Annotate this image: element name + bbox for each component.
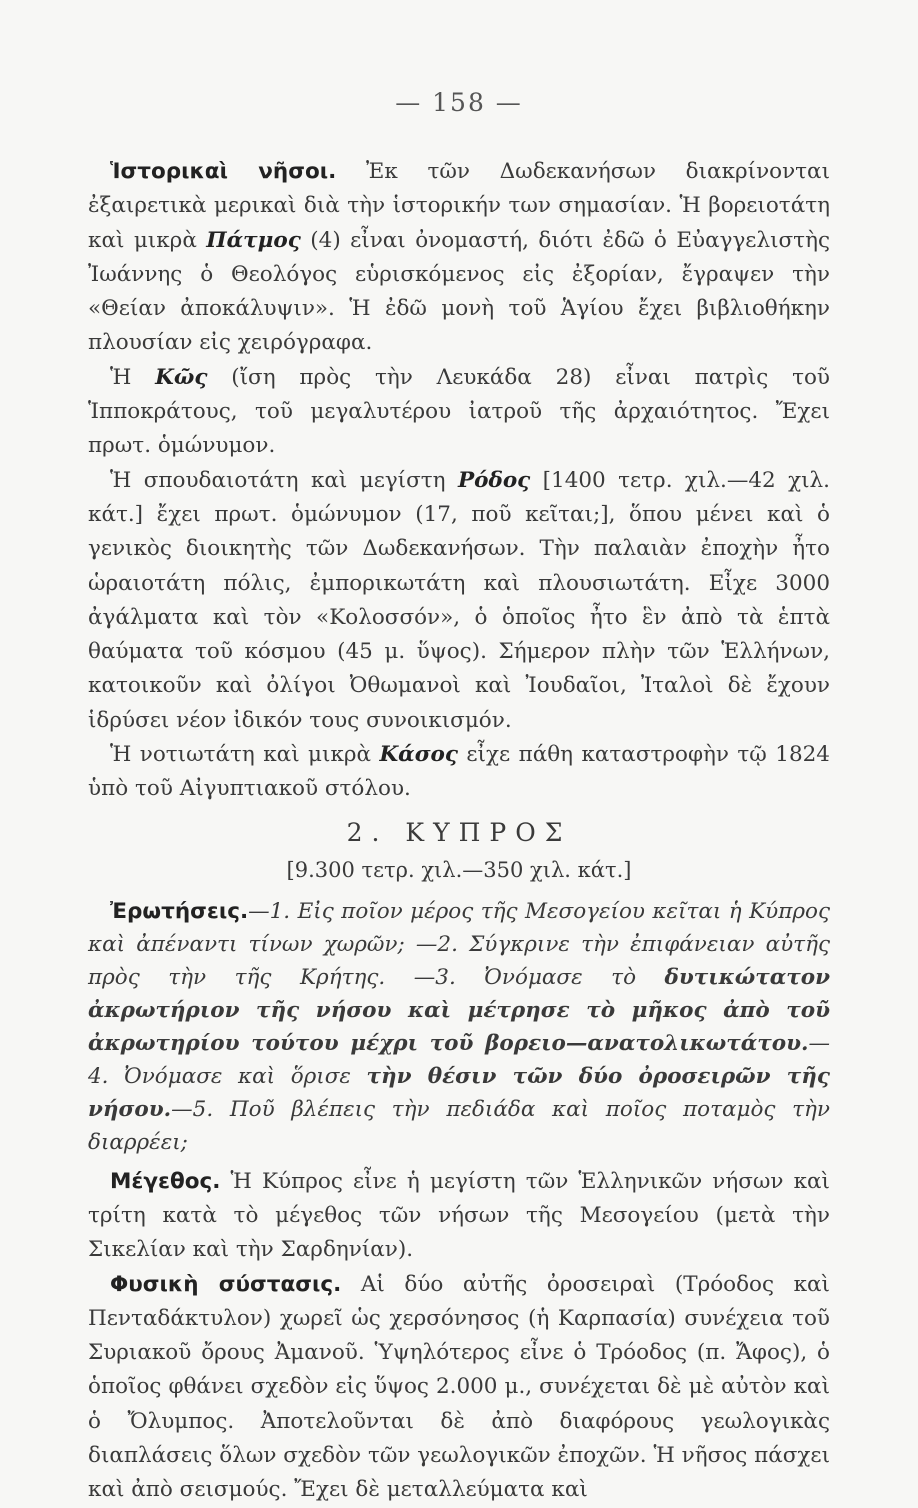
- questions-block: [88, 895, 830, 1159]
- question-3a: —3. Ὀνόμασε τὸ: [413, 964, 665, 990]
- historic-text-1: Ἐκ τῶν Δωδεκανήσων διακρίνονται ἐξαιρετικὰ μερικαὶ διὰ τὴν ἱστορικήν των σημασίαν. Ἡ βορειοτάτη καὶ μικρὰ: [88, 159, 831, 253]
- question-2: —2. Σύγκρινε τὴν ἐπιφάνειαν αὐτῆς πρὸς τὴν τῆς Κρήτης.: [88, 931, 830, 990]
- size-text: Ἡ Κύπρος εἶνε ἡ μεγίστη τῶν Ἑλληνικῶν νήσων καὶ τρίτη κατὰ τὸ μέγεθος τῶν νήσων τῆς Μεσογείου (μετὰ τὴν Σικελίαν καὶ τὴν Σαρδηνίαν).: [88, 1168, 830, 1263]
- page-number: — 158 —: [395, 88, 523, 117]
- rhodes-paragraph: [88, 464, 830, 738]
- question-3b: δυτικώτατον ἀκρωτήριον τῆς νήσου καὶ μέτρησε τὸ μῆκος ἀπὸ τοῦ ἀκρωτηρίου τούτου μέχρι τοῦ βορειο—ανατολικωτάτου.: [88, 964, 830, 1056]
- physical-paragraph: [88, 1268, 830, 1508]
- patmos-name: Πάτμος: [206, 227, 301, 253]
- kos-paragraph: [88, 361, 830, 464]
- historic-islands-heading: Ἱστορικαὶ νῆσοι.: [110, 159, 337, 184]
- rhodes-text-2: [1400 τετρ. χιλ.—42 χιλ. κάτ.] ἔχει πρωτ. ὁμώνυμον (17, ποῦ κεῖται;], ὅπου μένει καὶ ὁ γενικὸς διοικητὴς τῶν Δωδεκανήσων. Τὴν παλαιὰν ἐποχὴν ἦτο ὡραιοτάτη πόλις, ἐμπορικωτάτη καὶ πλουσιωτάτη. Εἶχε 3000 ἀγάλματα καὶ τὸν «Κολοσσόν», ὁ ὁποῖος ἦτο ἓν ἀπὸ τὰ ἑπτὰ θαύματα τοῦ κόσμου (45 μ. ὕψος). Σήμερον πλὴν τῶν Ἑλλήνων, κατοικοῦν καὶ ὀλίγοι Ὀθωμανοὶ καὶ Ἰουδαῖοι, Ἰταλοὶ δὲ ἔχουν ἱδρύσει νέον ἰδικόν τους συνοικισμόν.: [88, 467, 830, 733]
- kos-text-2: (ἴση πρὸς τὴν Λευκάδα 28) εἶναι πατρὶς τοῦ Ἱπποκράτους, τοῦ μεγαλυτέρου ἰατροῦ τῆς ἀρχαιότητος. Ἔχει πρωτ. ὁμώνυμον.: [88, 364, 830, 459]
- size-heading: Μέγεθος.: [110, 1168, 221, 1194]
- historic-islands-paragraph: [88, 155, 830, 361]
- historic-text-2: (4) εἶναι ὀνομαστή, διότι ἐδῶ ὁ Εὐαγγελιστὴς Ἰωάννης ὁ Θεολόγος εὑρισκόμενος εἰς ἐξορίαν, ἔγραψεν τὴν «Θείαν ἀποκάλυψιν». Ἡ ἐδῶ μονὴ τοῦ Ἁγίου ἔχει βιβλιοθήκην πλουσίαν εἰς χειρόγραφα.: [88, 227, 830, 356]
- kasos-paragraph: [88, 738, 830, 807]
- question-4a: —4. Ὀνόμασε καὶ ὅρισε: [88, 1030, 830, 1089]
- rhodes-text-1: Ἡ σπουδαιοτάτη καὶ μεγίστη: [110, 467, 458, 493]
- rhodes-name: Ρόδος: [457, 467, 531, 493]
- question-1: —1. Εἰς ποῖον μέρος τῆς Μεσογείου κεῖται ἡ Κύπρος καὶ ἀπέναντι τίνων χωρῶν;: [88, 898, 830, 957]
- section-title: 2. ΚΥΠΡΟΣ: [346, 817, 572, 847]
- kos-text-1: Ἡ: [110, 364, 156, 390]
- question-4b: τὴν θέσιν τῶν δύο ὀροσειρῶν τῆς νήσου.: [88, 1063, 830, 1122]
- kasos-name: Κάσος: [379, 742, 458, 768]
- section-meta: [9.300 τετρ. χιλ.—350 χιλ. κάτ.]: [286, 857, 632, 882]
- kasos-text-2: εἶχε πάθη καταστροφὴν τῷ 1824 ὑπὸ τοῦ Αἰγυπτιακοῦ στόλου.: [88, 742, 830, 802]
- question-5: —5. Ποῦ βλέπεις τὴν πεδιάδα καὶ ποῖος ποταμὸς τὴν διαρρέει;: [88, 1096, 830, 1155]
- physical-heading: Φυσικὴ σύστασις.: [110, 1271, 342, 1297]
- kasos-text-1: Ἡ νοτιωτάτη καὶ μικρὰ: [110, 742, 380, 768]
- kos-name: Κῶς: [155, 364, 208, 390]
- questions-paragraph: [88, 895, 830, 1159]
- physical-text: Αἱ δύο αὐτῆς ὀροσειραὶ (Τρόοδος καὶ Πενταδάκτυλον) χωρεῖ ὡς χερσόνησος (ἡ Καρπασία) συνέχεια τοῦ Συριακοῦ ὄρους Ἀμανοῦ. Ὑψηλότερος εἶνε ὁ Τρόοδος (π. Ἄφος), ὁ ὁποῖος φθάνει σχεδὸν εἰς ὕψος 2.000 μ., συνέχεται δὲ μὲ αὐτὸν καὶ ὁ Ὄλυμπος. Ἀποτελοῦνται δὲ ἀπὸ διαφόρους γεωλογικὰς διαπλάσεις ὅλων σχεδὸν τῶν γεωλογικῶν ἐποχῶν. Ἡ νῆσος πάσχει καὶ ἀπὸ σεισμούς. Ἔχει δὲ μεταλλεύματα καὶ: [88, 1271, 830, 1503]
- questions-heading: Ἐρωτήσεις.: [110, 898, 249, 924]
- size-paragraph: [88, 1165, 830, 1268]
